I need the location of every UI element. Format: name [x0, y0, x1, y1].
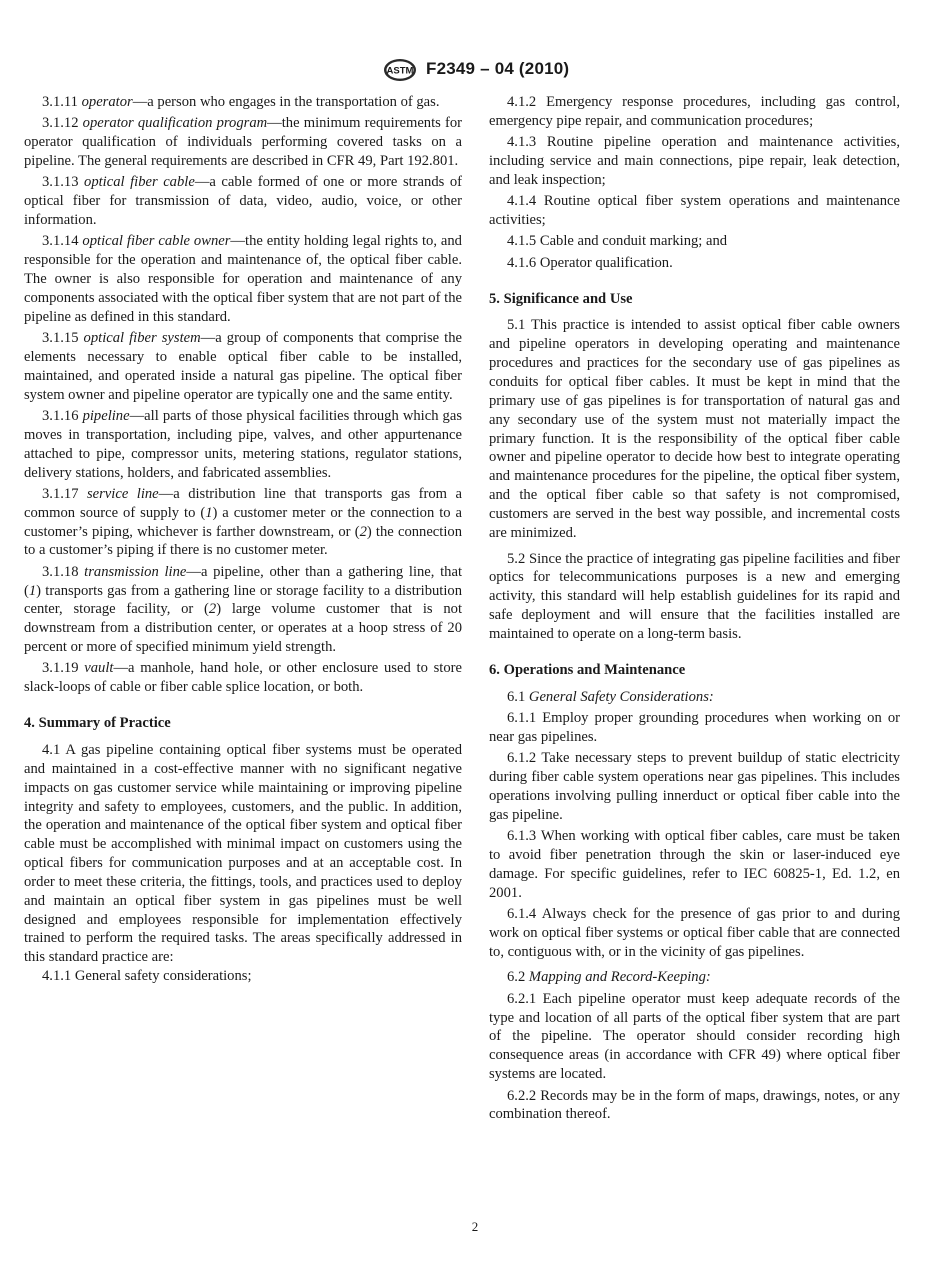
- section-heading-5: 5. Significance and Use: [489, 290, 633, 307]
- definition-3-1-11: 3.1.11 operator—a person who engages in the transportation of gas.: [42, 94, 440, 110]
- definition-3-1-14: 3.1.14 optical fiber cable owner—the entity holding legal rights to, and responsible for the operation and maintenance of, the optical fiber cable. The owner is also responsible for operation and maintenance of any components associated with the optical fiber system that are not part of the pipeline as defined in this standard.: [24, 233, 462, 325]
- definition-3-1-18: 3.1.18 transmission line—a pipeline, other than a gathering line, that (1) transports gas from a gathering line or storage facility to a distribution center, storage facility, or (2) large volume customer that is not downstream from a distribution center, or operates at a hoop stress of 20 percent or more of specified minimum yield strength.: [24, 563, 462, 656]
- definition-3-1-19: 3.1.19 vault—a manhole, hand hole, or other enclosure used to store slack-loops of cable or fiber cable splice location, or both.: [24, 660, 462, 696]
- definition-3-1-13: 3.1.13 optical fiber cable—a cable formed of one or more strands of optical fiber for transmission of data, video, audio, voice, or other information.: [24, 174, 462, 229]
- paragraph-6-2: 6.2 Mapping and Record-Keeping:: [507, 969, 711, 986]
- document-id: F2349 – 04 (2010): [426, 59, 570, 78]
- section-heading-6: 6. Operations and Maintenance: [489, 661, 686, 678]
- right-column: [489, 93, 900, 1124]
- paragraph-4-1-4: 4.1.4 Routine optical fiber system operations and maintenance activities;: [489, 193, 900, 229]
- svg-text:ASTM: ASTM: [386, 65, 414, 77]
- paragraph-6-1-1: 6.1.1 Employ proper grounding procedures when working on or near gas pipelines.: [489, 709, 900, 745]
- definition-3-1-17: 3.1.17 service line—a distribution line that transports gas from a common source of supply to (1) a customer meter or the connection to a customer’s piping, whichever is farther downstream, or (2) the connection to a customer’s piping if there is no customer meter.: [24, 485, 462, 559]
- paragraph-6-1-2: 6.1.2 Take necessary steps to prevent buildup of static electricity during fiber cable system operations near gas pipelines. This includes operations involving pulling innerduct or optical fiber cable into the gas pipeline.: [489, 750, 900, 823]
- page-number: 2: [471, 1219, 479, 1234]
- paragraph-4-1-6: 4.1.6 Operator qualification.: [507, 254, 673, 271]
- paragraph-5-1: 5.1 This practice is intended to assist optical fiber cable owners and pipeline operators in developing operating and maintenance procedures and practices for the secondary use of gas pipelines as conduits for optical fiber cables. It must be kept in mind that the primary use of gas pipelines is for transportation of natural gas and any secondary use of the system must not materially impact the primary function. It is the responsibility of the optical fiber cable owner and pipeline operator to decide how best to integrate operating and maintenance procedures for the pipeline, the optical fiber system, and the optical fiber cable so that safety is not compromised, customers are served in the best way possible, and incremental costs are minimized.: [489, 317, 900, 541]
- paragraph-4-1-3: 4.1.3 Routine pipeline operation and maintenance activities, including service and main connections, pipe repair, leak detection, and leak inspection;: [489, 134, 900, 188]
- paragraph-6-1-4: 6.1.4 Always check for the presence of gas prior to and during work on optical fiber systems or optical fiber cable that are connected to, contiguous with, or in the vicinity of gas pipelines.: [489, 905, 900, 960]
- section-heading-4: 4. Summary of Practice: [24, 715, 171, 732]
- paragraph-4-1-1: 4.1.1 General safety considerations;: [42, 968, 252, 985]
- paragraph-4-1-2: 4.1.2 Emergency response procedures, including gas control, emergency pipe repair, and communication procedures;: [489, 94, 900, 129]
- definition-3-1-12: 3.1.12 operator qualification program—the minimum requirements for operator qualification of individuals performing covered tasks on a pipeline. The general requirements are described in CFR 49, Part 192.801.: [24, 115, 462, 170]
- left-column: [24, 93, 462, 986]
- paragraph-6-1: 6.1 General Safety Considerations:: [507, 688, 714, 705]
- paragraph-6-2-1: 6.2.1 Each pipeline operator must keep adequate records of the type and location of all parts of the optical fiber system that are part of the pipeline. The operator should consider recording high consequence areas (in accordance with CFR 49) where optical fiber systems are located.: [489, 990, 900, 1083]
- paragraph-4-1: 4.1 A gas pipeline containing optical fiber systems must be operated and maintained in a cost-effective manner with no significant negative impacts on gas customer service while maintaining or improving pipeline integrity and safety to employees, customers, and the public. In addition, the operation and maintenance of the optical fiber system and optical fiber cable must be accomplished with minimal impact on customers using the optical fibers for communication purposes and at an acceptable cost. In order to meet these criteria, the fittings, tools, and practices used to deploy and maintain an optical fiber system in gas pipelines must be well designed and employees responsible for implementation effectively trained to perform the required tasks. The areas specifically addressed in this standard practice are:: [24, 742, 462, 966]
- definition-3-1-15: 3.1.15 optical fiber system—a group of components that comprise the elements necessary to enable optical fiber cable to be installed, maintained, and operated inside a natural gas pipeline. The optical fiber system owner and pipeline operator are typically one and the same entity.: [24, 330, 462, 403]
- paragraph-4-1-5: 4.1.5 Cable and conduit marking; and: [507, 233, 728, 250]
- paragraph-5-2: 5.2 Since the practice of integrating gas pipeline facilities and fiber optics for telecommunications purposes is a new and emerging activity, this standard will help establish guidelines for its rapid and safe deployment and will ensure that the facilities installed are maintained to operate on a long-term basis.: [489, 550, 900, 642]
- astm-logo-icon: [382, 58, 418, 82]
- paragraph-6-2-2: 6.2.2 Records may be in the form of maps, drawings, notes, or any combination thereof.: [489, 1087, 900, 1123]
- paragraph-6-1-3: 6.1.3 When working with optical fiber cables, care must be taken to avoid fiber penetration through the skin or laser-induced eye damage. For specific guidelines, refer to IEC 60825-1, Ed. 1.2, en 2001.: [489, 828, 900, 901]
- definition-3-1-16: 3.1.16 pipeline—all parts of those physical facilities through which gas moves in transportation, including pipe, valves, and other appurtenance attached to pipe, compressor units, metering stations, regulator stations, delivery stations, holders, and fabricated assemblies.: [24, 408, 463, 481]
- page-header: [0, 58, 950, 86]
